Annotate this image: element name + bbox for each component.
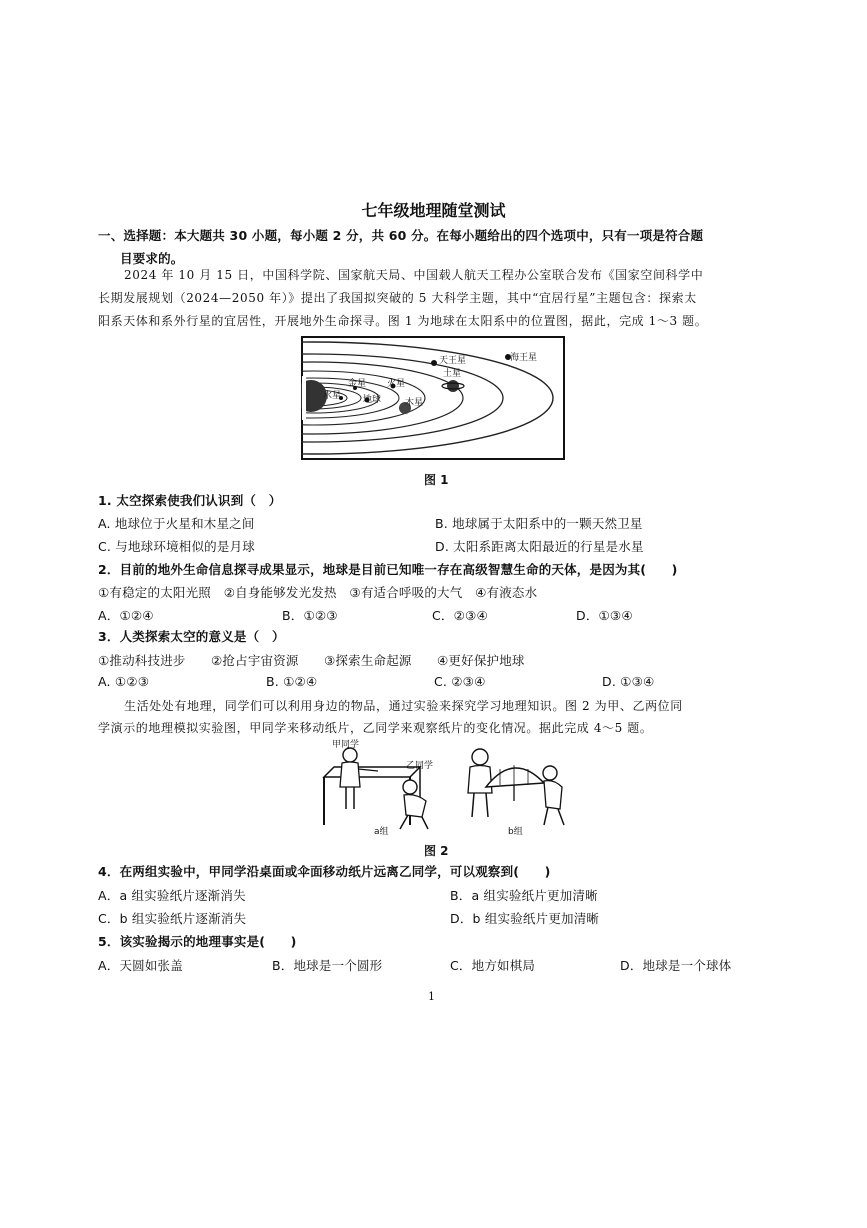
q2-stem: 2．目前的地外生命信息探寻成果显示，地球是目前已知唯一存在高级智慧生命的天体，是因为其( )	[98, 562, 678, 577]
q3-option-a: A. ①②③	[98, 674, 150, 689]
q2-items: ①有稳定的太阳光照 ②自身能够发光发热 ③有适合呼吸的大气 ④有液态水	[98, 585, 538, 600]
experiment-figure	[318, 737, 588, 839]
q5-option-b: B．地球是一个圆形	[272, 958, 383, 973]
intro1-line3: 阳系天体和系外行星的宜居性，开展地外生命探寻。图 1 为地球在太阳系中的位置图，据此，完成 1～3 题。	[98, 314, 708, 328]
intro1-line2: 长期发展规划（2024—2050 年）》提出了我国拟突破的 5 大科学主题，其中“宜居行星”主题包含：探索太	[98, 291, 697, 305]
q1-stem: 1. 太空探索使我们认识到（ ）	[98, 493, 282, 508]
q5-stem: 5．该实验揭示的地理事实是( )	[98, 934, 297, 949]
mercury-label: 水星	[323, 391, 342, 401]
q2-option-a: A．①②④	[98, 608, 154, 623]
label-yi: 乙同学	[406, 761, 434, 771]
q4-option-b: B．a 组实验纸片更加清晰	[450, 888, 598, 903]
q5-option-a: A．天圆如张盖	[98, 958, 183, 973]
q4-option-a: A．a 组实验纸片逐渐消失	[98, 888, 246, 903]
q2-option-d: D．①③④	[576, 608, 633, 623]
q1-option-c: C. 与地球环境相似的是月球	[98, 539, 255, 554]
venus-label: 金星	[348, 379, 367, 389]
q3-option-c: C. ②③④	[434, 674, 486, 689]
label-jia: 甲同学	[332, 740, 360, 750]
jupiter-label: 木星	[405, 398, 424, 408]
earth-label: 地球	[363, 395, 382, 405]
saturn-label: 土星	[443, 369, 462, 379]
neptune-label: 海王星	[510, 353, 538, 363]
q2-option-c: C．②③④	[432, 608, 488, 623]
label-b-group: b组	[508, 827, 523, 837]
q3-option-b: B. ①②④	[266, 674, 318, 689]
section-heading-line2: 目要求的。	[120, 251, 184, 266]
q4-option-d: D．b 组实验纸片更加清晰	[450, 911, 600, 926]
figure1-caption: 图 1	[424, 473, 449, 487]
mars-label: 火星	[387, 379, 406, 389]
saturn-icon	[447, 380, 459, 392]
solar-system-figure	[301, 336, 565, 460]
q5-option-c: C．地方如棋局	[450, 958, 536, 973]
q1-option-d: D. 太阳系距离太阳最近的行星是水星	[435, 539, 644, 554]
label-a-group: a组	[374, 827, 389, 837]
q1-option-b: B. 地球属于太阳系中的一颗天然卫星	[435, 516, 643, 531]
intro2-line2: 学演示的地理模拟实验图，甲同学来移动纸片，乙同学来观察纸片的变化情况。据此完成 4～5 题。	[98, 721, 653, 735]
q2-option-b: B．①②③	[282, 608, 338, 623]
intro1-line1: 2024 年 10 月 15 日，中国科学院、国家航天局、中国载人航天工程办公室联合发布《国家空间科学中	[124, 268, 704, 282]
q1-option-a: A. 地球位于火星和木星之间	[98, 516, 255, 531]
figure2-caption: 图 2	[424, 844, 449, 858]
intro2-line1: 生活处处有地理，同学们可以利用身边的物品，通过实验来探究学习地理知识。图 2 为甲、乙两位同	[124, 699, 683, 713]
q4-stem: 4．在两组实验中，甲同学沿桌面或伞面移动纸片远离乙同学，可以观察到( )	[98, 864, 551, 879]
uranus-label: 天王星	[439, 356, 467, 366]
q3-option-d: D. ①③④	[602, 674, 655, 689]
q5-option-d: D．地球是一个球体	[620, 958, 732, 973]
section-heading-line1: 一、选择题：本大题共 30 小题，每小题 2 分，共 60 分。在每小题给出的四个选项中，只有一项是符合题	[98, 228, 704, 243]
q4-option-c: C．b 组实验纸片逐渐消失	[98, 911, 247, 926]
umbrella-experiment-illustration	[468, 749, 564, 825]
page-title: 七年级地理随堂测试	[361, 201, 506, 220]
page-number: 1	[428, 990, 435, 1003]
q3-stem: 3．人类探索太空的意义是（ ）	[98, 629, 285, 644]
q3-items: ①推动科技进步 ②抢占宇宙资源 ③探索生命起源 ④更好保护地球	[98, 653, 525, 668]
uranus-dot	[431, 360, 437, 366]
